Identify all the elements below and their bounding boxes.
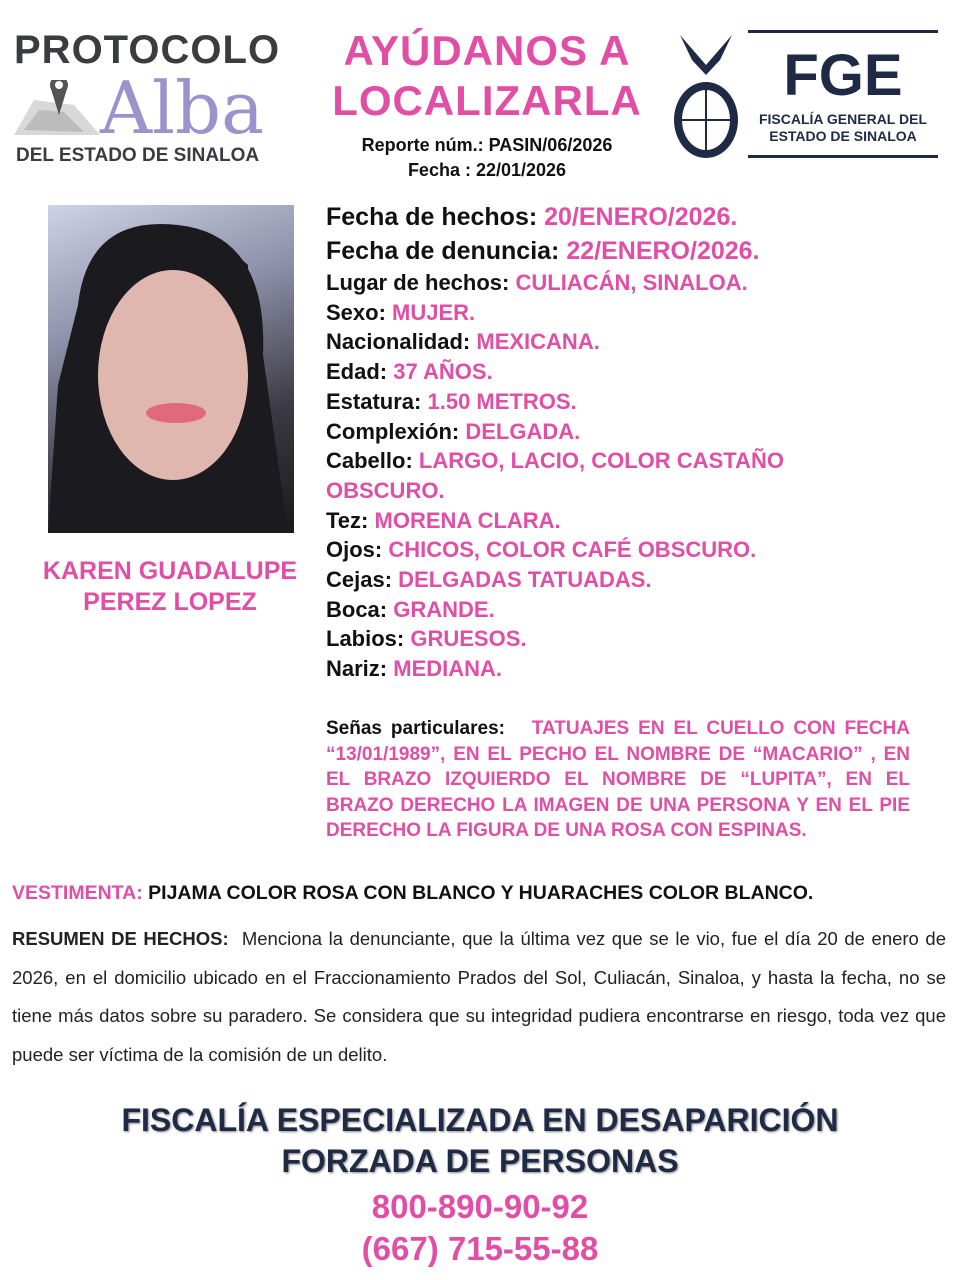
clothing-label: VESTIMENTA: (12, 882, 143, 904)
detail-row (326, 446, 836, 505)
detail-label: Tez: (326, 507, 369, 533)
detail-value: DELGADAS TATUADAS. (398, 567, 652, 593)
detail-row (326, 506, 926, 536)
agency-name (0, 1100, 960, 1182)
detail-row (326, 327, 926, 357)
detail-value: 37 AÑOS. (393, 359, 493, 385)
detail-label: Fecha de hechos: (326, 203, 538, 231)
alba-logo-subtitle: DEL ESTADO DE SINALOA (16, 145, 260, 166)
detail-label: Cabello: (326, 448, 413, 474)
summary-label: RESUMEN DE HECHOS: (12, 928, 229, 949)
detail-row (326, 200, 926, 234)
detail-value: GRUESOS. (410, 626, 527, 652)
detail-value: CHICOS, COLOR CAFÉ OBSCURO. (388, 537, 757, 563)
phone-1[interactable]: 800-890-90-92 (371, 1188, 589, 1225)
detail-row (326, 654, 926, 684)
detail-value: MEXICANA. (476, 329, 600, 355)
clothing-value: PIJAMA COLOR ROSA CON BLANCO Y HUARACHES COLOR BLANCO. (148, 882, 814, 904)
detail-label: Ojos: (326, 537, 383, 563)
detail-row (326, 268, 926, 298)
detail-value: 20/ENERO/2026. (544, 203, 738, 231)
detail-value: 1.50 METROS. (427, 388, 577, 414)
title-line-2: LOCALIZARLA (332, 77, 642, 124)
detail-row (326, 387, 926, 417)
detail-label: Boca: (326, 596, 388, 622)
detail-label: Estatura: (326, 388, 422, 414)
detail-row (326, 298, 926, 328)
fge-line-2: ESTADO DE SINALOA (769, 128, 917, 144)
detail-row (326, 535, 926, 565)
summary (12, 920, 946, 1074)
person-name (20, 556, 320, 618)
detail-value: MEDIANA. (393, 656, 503, 682)
detail-value: CULIACÁN, SINALOA. (515, 270, 748, 295)
detail-row (326, 595, 926, 625)
detail-value: GRANDE. (393, 596, 495, 622)
detail-value: MORENA CLARA. (374, 507, 561, 533)
detail-value: 22/ENERO/2026. (566, 237, 760, 265)
detail-row (326, 417, 926, 447)
distinguishing-marks (326, 716, 910, 844)
detail-label: Nariz: (326, 656, 388, 682)
name-line-1: KAREN GUADALUPE (42, 557, 298, 585)
agency-line-1: FISCALÍA ESPECIALIZADA EN DESAPARICIÓN (121, 1102, 839, 1138)
name-line-2: PEREZ LOPEZ (83, 588, 257, 616)
fge-abbr: FGE (783, 43, 903, 108)
report-number: Reporte núm.: PASIN/06/2026 (361, 135, 613, 155)
detail-value: MUJER. (392, 299, 476, 325)
detail-value: DELGADA. (465, 418, 581, 444)
protocolo-alba-logo-title: PROTOCOLO (14, 28, 281, 72)
report-info (322, 133, 652, 183)
title-line-1: AYÚDANOS A (343, 27, 631, 74)
fge-line-1: FISCALÍA GENERAL DEL (758, 111, 927, 127)
poster-title (322, 26, 652, 126)
detail-value: LARGO, LACIO, COLOR CASTAÑO OBSCURO. (326, 448, 784, 503)
clothing (12, 882, 952, 905)
agency-line-2: FORZADA DE PERSONAS (281, 1143, 679, 1179)
contact-phones (0, 1186, 960, 1270)
detail-label: Lugar de hechos: (326, 270, 510, 295)
alba-logo-word: Alba (100, 66, 265, 150)
phone-2[interactable]: (667) 715-55-88 (361, 1230, 599, 1267)
detail-label: Edad: (326, 359, 388, 385)
sinaloa-seal-icon (670, 30, 742, 160)
report-date: Fecha : 22/01/2026 (407, 160, 567, 180)
map-pin-icon (14, 80, 100, 140)
detail-label: Fecha de denuncia: (326, 237, 560, 265)
detail-label: Complexión: (326, 418, 460, 444)
detail-row (326, 357, 926, 387)
detail-row (326, 565, 926, 595)
detail-label: Sexo: (326, 299, 386, 325)
detail-label: Cejas: (326, 567, 393, 593)
person-details (326, 200, 926, 684)
detail-label: Labios: (326, 626, 405, 652)
missing-person-photo (48, 205, 294, 533)
detail-label: Nacionalidad: (326, 329, 471, 355)
senas-value: TATUAJES EN EL CUELLO CON FECHA “13/01/1989”, EN EL PECHO EL NOMBRE DE “MACARIO” , EN EL BRAZO IZQUIERDO EL NOMBRE DE “LUPITA”, EN EL BRAZO DERECHO LA IMAGEN DE UNA PERSONA Y EN EL PIE DERECHO LA FIGURA DE UNA ROSA CON ESPINAS. (326, 718, 910, 841)
senas-label: Señas particulares: (326, 718, 505, 739)
detail-row (326, 624, 926, 654)
fge-logo (748, 30, 938, 158)
detail-row (326, 234, 926, 268)
summary-text: Menciona la denunciante, que la última vez que se le vio, fue el día 20 de enero de 2026, en el domicilio ubicado en el Fraccionamiento Prados del Sol, Culiacán, Sinaloa, y hasta la fecha, no se tiene más datos sobre su paradero. Se considera que su integridad pudiera encontrarse en riesgo, toda vez que puede ser víctima de la comisión de un delito. (12, 928, 946, 1065)
